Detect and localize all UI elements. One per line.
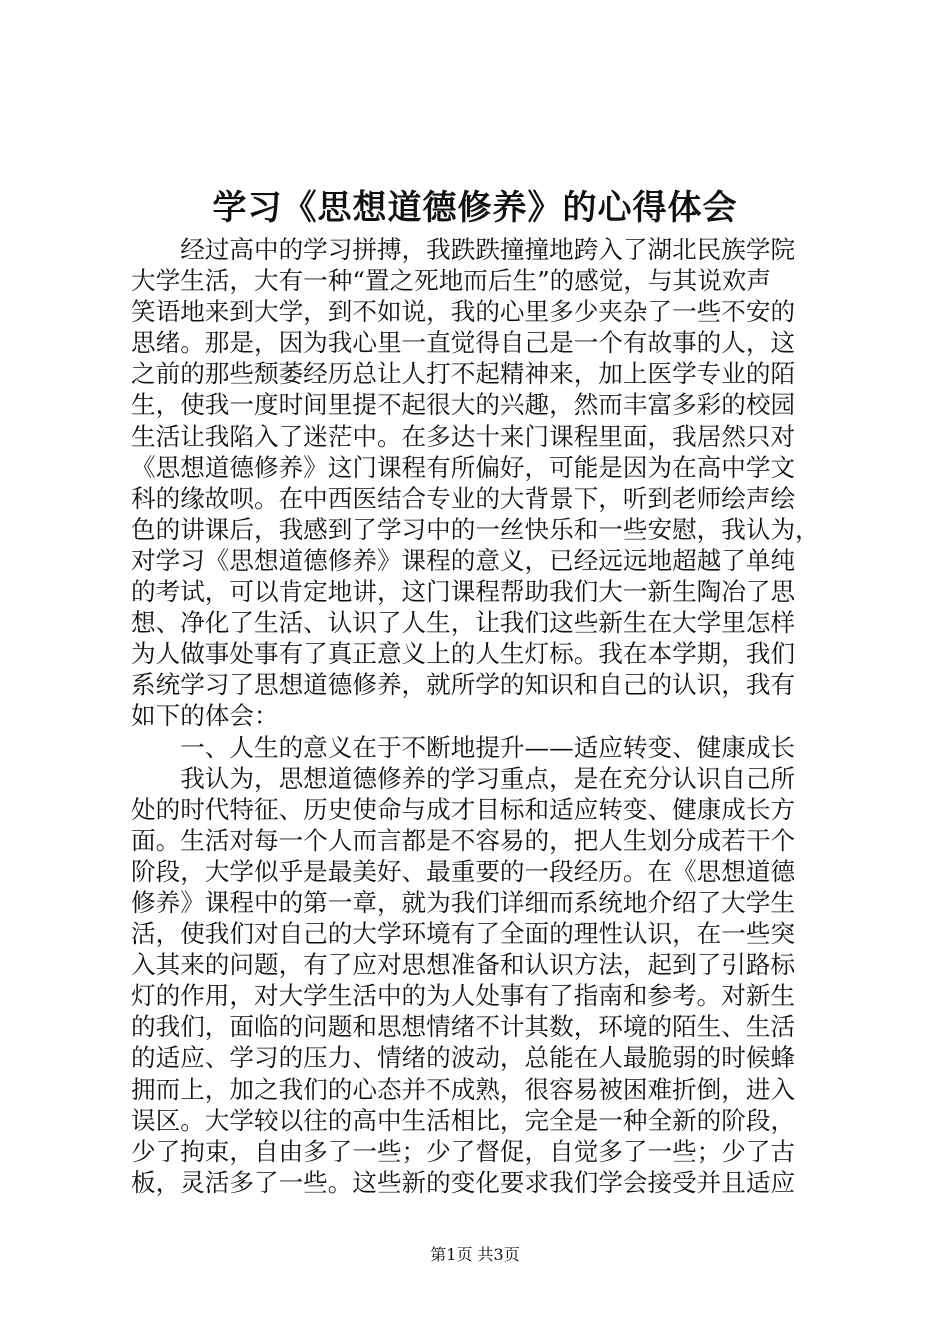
- body-line: 误区。大学较以往的高中生活相比，完全是一种全新的阶段，: [131, 1105, 796, 1135]
- body-line: 想、净化了生活、认识了人生，让我们这些新生在大学里怎样: [131, 608, 796, 638]
- body-line: 我认为，思想道德修养的学习重点，是在充分认识自己所: [131, 763, 796, 793]
- body-line: 生，使我一度时间里提不起很大的兴趣，然而丰富多彩的校园: [131, 390, 796, 420]
- body-line: 板，灵活多了一些。这些新的变化要求我们学会接受并且适应: [131, 1167, 796, 1197]
- body-line: 生活让我陷入了迷茫中。在多达十来门课程里面，我居然只对: [131, 421, 796, 451]
- body-line: 色的讲课后，我感到了学习中的一丝快乐和一些安慰，我认为，: [131, 514, 820, 544]
- body-line: 对学习《思想道德修养》课程的意义，已经远远地超越了单纯: [131, 545, 796, 575]
- body-line: 活，使我们对自己的大学环境有了全面的理性认识，在一些突: [131, 919, 796, 949]
- body-line: 《思想道德修养》这门课程有所偏好，可能是因为在高中学文: [131, 452, 796, 482]
- body-line: 的适应、学习的压力、情绪的波动，总能在人最脆弱的时候蜂: [131, 1043, 796, 1073]
- body-line: 大学生活，大有一种“置之死地而后生”的感觉，与其说欢声: [131, 266, 771, 296]
- body-line: 之前的那些颓萎经历总让人打不起精神来，加上医学专业的陌: [131, 359, 796, 389]
- document-title: 学习《思想道德修养》的心得体会: [212, 188, 738, 228]
- body-line: 处的时代特征、历史使命与成才目标和适应转变、健康成长方: [131, 794, 796, 824]
- body-line: 入其来的问题，有了应对思想准备和认识方法，起到了引路标: [131, 950, 796, 980]
- body-line: 拥而上，加之我们的心态并不成熟，很容易被困难折倒，进入: [131, 1074, 796, 1104]
- body-line: 经过高中的学习拼搏，我跌跌撞撞地跨入了湖北民族学院: [131, 235, 796, 264]
- body-line: 思绪。那是，因为我心里一直觉得自己是一个有故事的人，这: [131, 328, 796, 358]
- body-line: 少了拘束，自由多了一些；少了督促，自觉多了一些；少了古: [131, 1136, 796, 1166]
- body-line: 面。生活对每一个人而言都是不容易的，把人生划分成若干个: [131, 825, 796, 855]
- body-line: 的考试，可以肯定地讲，这门课程帮助我们大一新生陶冶了思: [131, 577, 796, 607]
- body-line: 如下的体会：: [131, 701, 279, 731]
- body-line: 系统学习了思想道德修养，就所学的知识和自己的认识，我有: [131, 670, 796, 700]
- page-footer: 第1页 共3页: [430, 1245, 520, 1264]
- body-line: 阶段，大学似乎是最美好、最重要的一段经历。在《思想道德: [131, 856, 796, 886]
- body-line: 科的缘故呗。在中西医结合专业的大背景下，听到老师绘声绘: [131, 483, 796, 513]
- body-line: 修养》课程中的第一章，就为我们详细而系统地介绍了大学生: [131, 887, 796, 917]
- body-line: 笑语地来到大学，到不如说，我的心里多少夹杂了一些不安的: [131, 297, 796, 327]
- document-body: [131, 234, 841, 1198]
- body-line: 的我们，面临的问题和思想情绪不计其数，环境的陌生、生活: [131, 1012, 796, 1042]
- section-heading: 一、人生的意义在于不断地提升——适应转变、健康成长: [131, 732, 796, 762]
- body-line: 为人做事处事有了真正意义上的人生灯标。我在本学期，我们: [131, 639, 796, 669]
- body-line: 灯的作用，对大学生活中的为人处事有了指南和参考。对新生: [131, 981, 796, 1011]
